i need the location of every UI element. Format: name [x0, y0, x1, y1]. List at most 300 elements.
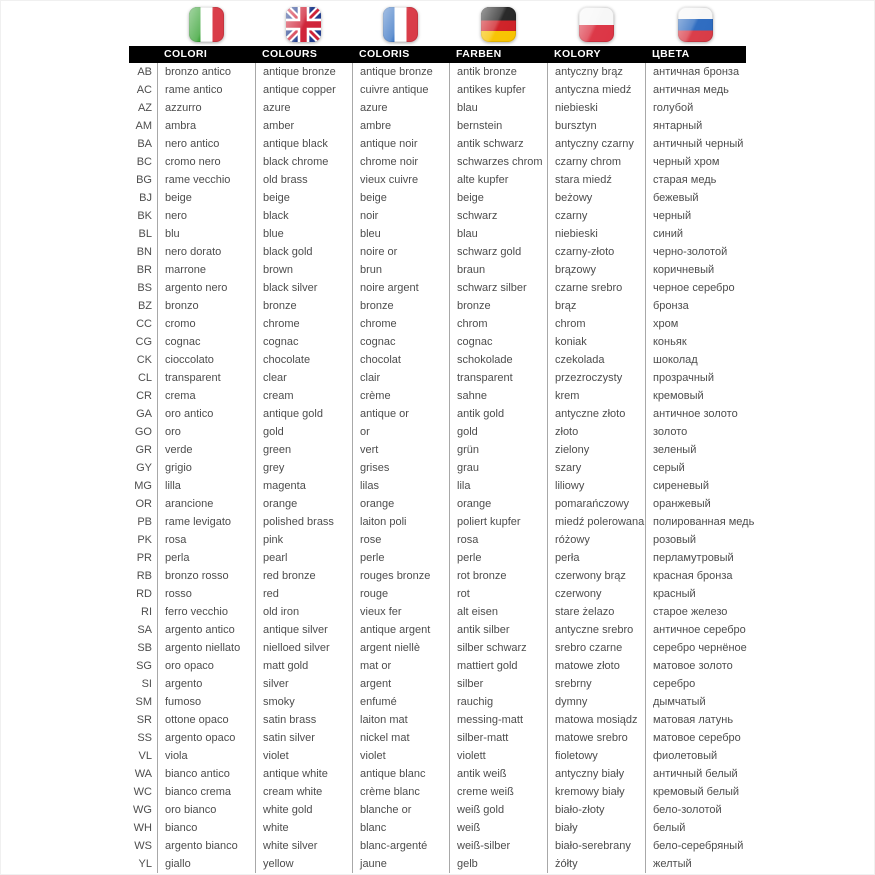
cell-russian: синий	[645, 225, 746, 243]
cell-german: grau	[449, 459, 547, 477]
cell-polish: dymny	[547, 693, 645, 711]
cell-english: beige	[255, 189, 352, 207]
cell-english: antique white	[255, 765, 352, 783]
cell-polish: biało-serebrany	[547, 837, 645, 855]
cell-italian: verde	[157, 441, 255, 459]
cell-polish: czarny chrom	[547, 153, 645, 171]
cell-polish: szary	[547, 459, 645, 477]
cell-french: beige	[352, 189, 449, 207]
cell-italian: ferro vecchio	[157, 603, 255, 621]
cell-french: rose	[352, 531, 449, 549]
cell-german: perle	[449, 549, 547, 567]
table-row	[129, 423, 746, 441]
table-row	[129, 711, 746, 729]
cell-polish: antyczny czarny	[547, 135, 645, 153]
cell-english: antique bronze	[255, 63, 352, 81]
cell-italian: ambra	[157, 117, 255, 135]
color-code: YL	[138, 858, 152, 870]
color-code: PB	[137, 516, 152, 528]
cell-russian: серебро чернёное	[645, 639, 746, 657]
cell-german: poliert kupfer	[449, 513, 547, 531]
cell-german: antik silber	[449, 621, 547, 639]
cell-polish: fioletowy	[547, 747, 645, 765]
color-code: CR	[136, 390, 152, 402]
cell-polish: czarny-złoto	[547, 243, 645, 261]
color-code: BZ	[137, 300, 152, 312]
cell-italian: cromo	[157, 315, 255, 333]
cell-english: pink	[255, 531, 352, 549]
cell-polish: koniak	[547, 333, 645, 351]
cell-italian: nero antico	[157, 135, 255, 153]
cell-polish: stara miedź	[547, 171, 645, 189]
color-code: PK	[137, 534, 152, 546]
cell-german: rot	[449, 585, 547, 603]
cell-russian: розовый	[645, 531, 746, 549]
gloss-highlight	[383, 7, 418, 42]
cell-russian: античное золото	[645, 405, 746, 423]
cell-english: matt gold	[255, 657, 352, 675]
cell-english: blue	[255, 225, 352, 243]
table-row	[129, 225, 746, 243]
cell-polish: bursztyn	[547, 117, 645, 135]
table-row	[129, 531, 746, 549]
table-row	[129, 747, 746, 765]
cell-russian: коричневый	[645, 261, 746, 279]
cell-english: old brass	[255, 171, 352, 189]
column-header-italian: COLORI	[164, 48, 208, 60]
cell-russian: черно-золотой	[645, 243, 746, 261]
cell-russian: дымчатый	[645, 693, 746, 711]
cell-french: enfumé	[352, 693, 449, 711]
cell-english: brown	[255, 261, 352, 279]
cell-german: antik gold	[449, 405, 547, 423]
cell-english: orange	[255, 495, 352, 513]
cell-french: orange	[352, 495, 449, 513]
cell-russian: полированная медь	[645, 513, 746, 531]
cell-italian: argento opaco	[157, 729, 255, 747]
cell-polish: zielony	[547, 441, 645, 459]
column-header-russian: ЦВЕТА	[652, 48, 690, 60]
table-row	[129, 693, 746, 711]
cell-french: perle	[352, 549, 449, 567]
cell-english: grey	[255, 459, 352, 477]
color-code: BC	[136, 156, 152, 168]
table-row	[129, 567, 746, 585]
cell-italian: beige	[157, 189, 255, 207]
cell-italian: bianco crema	[157, 783, 255, 801]
color-code: GA	[136, 408, 152, 420]
cell-polish: różowy	[547, 531, 645, 549]
cell-german: lila	[449, 477, 547, 495]
cell-french: rouges bronze	[352, 567, 449, 585]
cell-russian: античное серебро	[645, 621, 746, 639]
color-code: GO	[134, 426, 152, 438]
cell-italian: rosa	[157, 531, 255, 549]
color-code: SS	[137, 732, 152, 744]
cell-italian: bronzo	[157, 297, 255, 315]
cell-russian: античная бронза	[645, 63, 746, 81]
cell-german: mattiert gold	[449, 657, 547, 675]
cell-german: gold	[449, 423, 547, 441]
table-row	[129, 153, 746, 171]
cell-russian: бежевый	[645, 189, 746, 207]
cell-french: cuivre antique	[352, 81, 449, 99]
cell-polish: czerwony	[547, 585, 645, 603]
cell-italian: oro bianco	[157, 801, 255, 819]
cell-french: antique bronze	[352, 63, 449, 81]
cell-french: vieux cuivre	[352, 171, 449, 189]
cell-french: cognac	[352, 333, 449, 351]
cell-french: noire or	[352, 243, 449, 261]
cell-french: bleu	[352, 225, 449, 243]
cell-russian: красный	[645, 585, 746, 603]
cell-russian: бронза	[645, 297, 746, 315]
cell-german: schwarz	[449, 207, 547, 225]
gloss-highlight	[481, 7, 516, 42]
cell-russian: серебро	[645, 675, 746, 693]
table-row	[129, 783, 746, 801]
code-column-spacer	[129, 1, 157, 7]
color-code: WG	[133, 804, 152, 816]
cell-french: antique blanc	[352, 765, 449, 783]
cell-italian: grigio	[157, 459, 255, 477]
cell-russian: сиреневый	[645, 477, 746, 495]
cell-italian: cromo nero	[157, 153, 255, 171]
cell-italian: perla	[157, 549, 255, 567]
cell-polish: antyczne złoto	[547, 405, 645, 423]
cell-english: black	[255, 207, 352, 225]
cell-polish: srebrny	[547, 675, 645, 693]
cell-english: antique gold	[255, 405, 352, 423]
cell-french: ambre	[352, 117, 449, 135]
cell-russian: коньяк	[645, 333, 746, 351]
cell-polish: matowe srebro	[547, 729, 645, 747]
color-code: AZ	[137, 102, 152, 114]
table-row	[129, 639, 746, 657]
cell-italian: argento bianco	[157, 837, 255, 855]
cell-german: schwarz gold	[449, 243, 547, 261]
cell-english: white silver	[255, 837, 352, 855]
cell-english: bronze	[255, 297, 352, 315]
cell-english: magenta	[255, 477, 352, 495]
table-row	[129, 657, 746, 675]
cell-english: nielloed silver	[255, 639, 352, 657]
cell-polish: chrom	[547, 315, 645, 333]
cell-italian: azzurro	[157, 99, 255, 117]
cell-polish: miedź polerowana	[547, 513, 645, 531]
table-row	[129, 207, 746, 225]
cell-german: antik schwarz	[449, 135, 547, 153]
cell-english: violet	[255, 747, 352, 765]
cell-german: rauchig	[449, 693, 547, 711]
cell-russian: голубой	[645, 99, 746, 117]
table-row	[129, 171, 746, 189]
table-row	[129, 279, 746, 297]
cell-french: bronze	[352, 297, 449, 315]
cell-italian: nero dorato	[157, 243, 255, 261]
cell-polish: czarny	[547, 207, 645, 225]
cell-polish: czarne srebro	[547, 279, 645, 297]
table-row	[129, 135, 746, 153]
color-code: AC	[136, 84, 152, 96]
cell-russian: хром	[645, 315, 746, 333]
italy-flag-icon	[189, 7, 224, 42]
table-row	[129, 297, 746, 315]
cell-english: pearl	[255, 549, 352, 567]
cell-french: nickel mat	[352, 729, 449, 747]
cell-italian: fumoso	[157, 693, 255, 711]
cell-english: black silver	[255, 279, 352, 297]
color-code: CC	[136, 318, 152, 330]
cell-italian: viola	[157, 747, 255, 765]
cell-german: antikes kupfer	[449, 81, 547, 99]
table-row	[129, 81, 746, 99]
cell-french: crème blanc	[352, 783, 449, 801]
color-code: RD	[136, 588, 152, 600]
color-code: AM	[135, 120, 152, 132]
color-code: MG	[134, 480, 152, 492]
color-code: AB	[137, 66, 152, 78]
cell-russian: матовая латунь	[645, 711, 746, 729]
cell-english: satin silver	[255, 729, 352, 747]
cell-french: vert	[352, 441, 449, 459]
cell-polish: pomarańczowy	[547, 495, 645, 513]
cell-french: noire argent	[352, 279, 449, 297]
cell-russian: античная медь	[645, 81, 746, 99]
cell-polish: czerwony brąz	[547, 567, 645, 585]
flags-row	[129, 1, 746, 46]
russia-flag-icon	[678, 7, 713, 42]
cell-russian: матовое золото	[645, 657, 746, 675]
color-code: BN	[136, 246, 152, 258]
poland-flag-icon	[579, 7, 614, 42]
cell-polish: beżowy	[547, 189, 645, 207]
cell-italian: argento niellato	[157, 639, 255, 657]
cell-russian: матовое серебро	[645, 729, 746, 747]
table-row	[129, 765, 746, 783]
cell-german: weiß-silber	[449, 837, 547, 855]
cell-english: clear	[255, 369, 352, 387]
column-header-english: COLOURS	[262, 48, 318, 60]
cell-german: chrom	[449, 315, 547, 333]
germany-flag-icon	[481, 7, 516, 42]
cell-french: chrome	[352, 315, 449, 333]
cell-italian: blu	[157, 225, 255, 243]
cell-english: antique silver	[255, 621, 352, 639]
france-flag-icon	[383, 7, 418, 42]
cell-italian: oro opaco	[157, 657, 255, 675]
cell-polish: srebro czarne	[547, 639, 645, 657]
cell-english: old iron	[255, 603, 352, 621]
table-row	[129, 405, 746, 423]
color-code: BK	[137, 210, 152, 222]
table-row	[129, 369, 746, 387]
cell-french: laiton mat	[352, 711, 449, 729]
cell-german: schokolade	[449, 351, 547, 369]
cell-polish: matowa mosiądz	[547, 711, 645, 729]
color-translation-table	[129, 1, 755, 873]
table-row	[129, 243, 746, 261]
cell-polish: czekolada	[547, 351, 645, 369]
cell-italian: transparent	[157, 369, 255, 387]
cell-russian: прозрачный	[645, 369, 746, 387]
cell-french: laiton poli	[352, 513, 449, 531]
color-code: WA	[134, 768, 152, 780]
cell-italian: bianco antico	[157, 765, 255, 783]
cell-polish: brąz	[547, 297, 645, 315]
cell-polish: biały	[547, 819, 645, 837]
cell-german: gelb	[449, 855, 547, 873]
cell-russian: белый	[645, 819, 746, 837]
cell-russian: серый	[645, 459, 746, 477]
cell-french: blanc-argenté	[352, 837, 449, 855]
cell-english: green	[255, 441, 352, 459]
table-row	[129, 315, 746, 333]
cell-french: crème	[352, 387, 449, 405]
cell-french: blanche or	[352, 801, 449, 819]
table-row	[129, 387, 746, 405]
cell-french: noir	[352, 207, 449, 225]
cell-german: beige	[449, 189, 547, 207]
cell-german: alt eisen	[449, 603, 547, 621]
cell-italian: bronzo antico	[157, 63, 255, 81]
color-code: BA	[137, 138, 152, 150]
cell-german: rot bronze	[449, 567, 547, 585]
table-row	[129, 441, 746, 459]
cell-russian: оранжевый	[645, 495, 746, 513]
cell-french: lilas	[352, 477, 449, 495]
cell-german: blau	[449, 99, 547, 117]
cell-polish: żółty	[547, 855, 645, 873]
column-header-french: COLORIS	[359, 48, 410, 60]
table-row	[129, 603, 746, 621]
cell-russian: зеленый	[645, 441, 746, 459]
cell-polish: złoto	[547, 423, 645, 441]
table-row	[129, 495, 746, 513]
cell-german: transparent	[449, 369, 547, 387]
cell-russian: перламутровый	[645, 549, 746, 567]
color-code: SA	[137, 624, 152, 636]
cell-french: vieux fer	[352, 603, 449, 621]
cell-german: blau	[449, 225, 547, 243]
cell-french: rouge	[352, 585, 449, 603]
color-code: PR	[136, 552, 152, 564]
cell-italian: bianco	[157, 819, 255, 837]
cell-german: grün	[449, 441, 547, 459]
cell-english: antique black	[255, 135, 352, 153]
cell-german: bronze	[449, 297, 547, 315]
color-code: SR	[136, 714, 152, 726]
cell-polish: krem	[547, 387, 645, 405]
cell-german: rosa	[449, 531, 547, 549]
cell-french: chocolat	[352, 351, 449, 369]
table-row	[129, 333, 746, 351]
column-header-polish: KOLORY	[554, 48, 601, 60]
cell-italian: rame antico	[157, 81, 255, 99]
table-row	[129, 513, 755, 531]
cell-french: antique argent	[352, 621, 449, 639]
cell-italian: argento antico	[157, 621, 255, 639]
cell-french: azure	[352, 99, 449, 117]
cell-french: grises	[352, 459, 449, 477]
table-row	[129, 459, 746, 477]
cell-german: silber schwarz	[449, 639, 547, 657]
cell-english: black gold	[255, 243, 352, 261]
cell-french: jaune	[352, 855, 449, 873]
table-header	[129, 46, 746, 63]
cell-french: antique or	[352, 405, 449, 423]
cell-russian: черный хром	[645, 153, 746, 171]
table-row	[129, 855, 746, 873]
cell-french: clair	[352, 369, 449, 387]
color-code: OR	[135, 498, 152, 510]
cell-english: antique copper	[255, 81, 352, 99]
cell-russian: фиолетовый	[645, 747, 746, 765]
cell-english: black chrome	[255, 153, 352, 171]
table-body	[129, 63, 755, 873]
cell-german: silber-matt	[449, 729, 547, 747]
cell-italian: rame levigato	[157, 513, 255, 531]
table-row	[129, 261, 746, 279]
cell-english: gold	[255, 423, 352, 441]
cell-english: silver	[255, 675, 352, 693]
cell-russian: бело-золотой	[645, 801, 746, 819]
table-row	[129, 729, 746, 747]
cell-german: schwarz silber	[449, 279, 547, 297]
cell-italian: arancione	[157, 495, 255, 513]
cell-french: violet	[352, 747, 449, 765]
cell-english: chrome	[255, 315, 352, 333]
cell-russian: черное серебро	[645, 279, 746, 297]
color-code: RI	[141, 606, 152, 618]
cell-english: red	[255, 585, 352, 603]
cell-english: cream	[255, 387, 352, 405]
color-code: BS	[137, 282, 152, 294]
cell-english: amber	[255, 117, 352, 135]
cell-italian: argento	[157, 675, 255, 693]
color-code: SM	[135, 696, 152, 708]
cell-polish: antyczny brąz	[547, 63, 645, 81]
cell-german: schwarzes chrom	[449, 153, 547, 171]
cell-french: antique noir	[352, 135, 449, 153]
cell-russian: черный	[645, 207, 746, 225]
cell-german: cognac	[449, 333, 547, 351]
cell-german: creme weiß	[449, 783, 547, 801]
cell-polish: antyczny biały	[547, 765, 645, 783]
cell-polish: antyczna miedź	[547, 81, 645, 99]
cell-english: cognac	[255, 333, 352, 351]
cell-polish: matowe złoto	[547, 657, 645, 675]
cell-german: weiß gold	[449, 801, 547, 819]
color-code: VL	[138, 750, 152, 762]
color-code: BL	[138, 228, 152, 240]
cell-english: chocolate	[255, 351, 352, 369]
cell-polish: kremowy biały	[547, 783, 645, 801]
cell-polish: liliowy	[547, 477, 645, 495]
cell-french: brun	[352, 261, 449, 279]
cell-german: alte kupfer	[449, 171, 547, 189]
cell-english: white gold	[255, 801, 352, 819]
cell-russian: античный черный	[645, 135, 746, 153]
cell-german: violett	[449, 747, 547, 765]
cell-italian: cognac	[157, 333, 255, 351]
color-code: RB	[136, 570, 152, 582]
table-row	[129, 585, 746, 603]
cell-english: yellow	[255, 855, 352, 873]
cell-german: messing-matt	[449, 711, 547, 729]
color-code: WC	[133, 786, 152, 798]
cell-french: blanc	[352, 819, 449, 837]
